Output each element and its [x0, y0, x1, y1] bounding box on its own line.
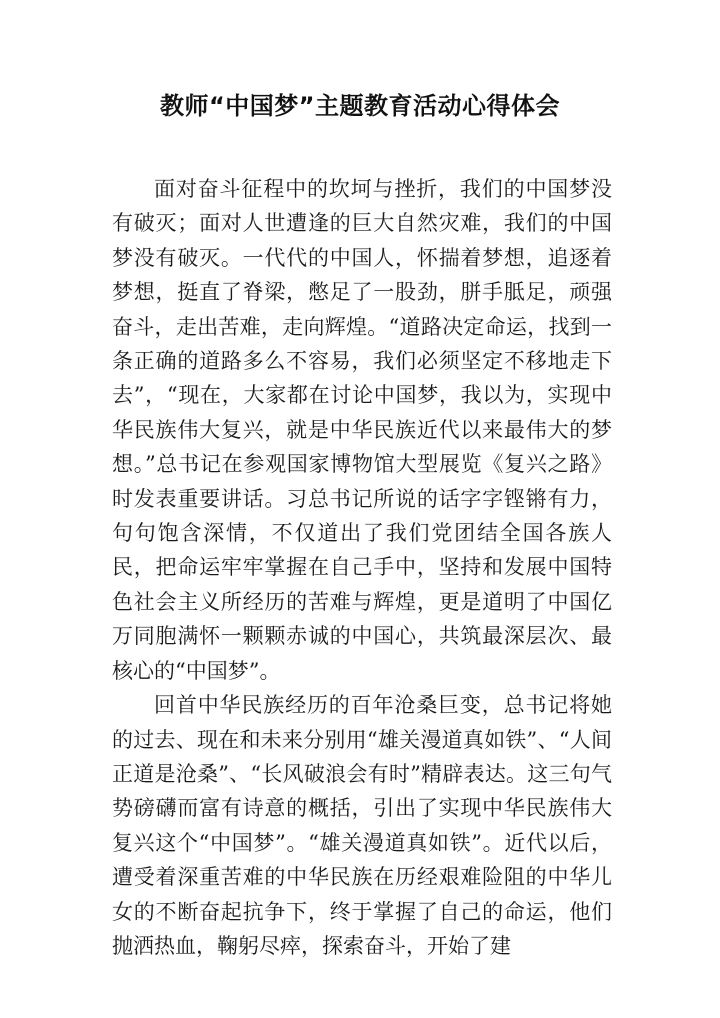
paragraph-2: 回首中华民族经历的百年沧桑巨变，总书记将她的过去、现在和未来分别用“雄关漫道真如铁”、“人间正道是沧桑”、“长风破浪会有时”精辟表达。这三句气势磅礴而富有诗意的概括，引出了实现中华民族伟大复兴这个“中国梦”。“雄关漫道真如铁”。近代以后，遭受着深重苦难的中华民族在历经艰难险阻的中华儿女的不断奋起抗争下，终于掌握了自己的命运，他们抛洒热血，鞠躬尽瘁，探索奋斗，开始了建: [112, 693, 612, 958]
document-title: 教师“中国梦”主题教育活动心得体会: [159, 92, 561, 120]
paragraph-1: 面对奋斗征程中的坎坷与挫折，我们的中国梦没有破灭；面对人世遭逢的巨大自然灾难，我们的中国梦没有破灭。一代代的中国人，怀揣着梦想，追逐着梦想，挺直了脊梁，憋足了一股劲，胼手胝足，顽强奋斗，走出苦难，走向辉煌。“道路决定命运，找到一条正确的道路多么不容易，我们必须坚定不移地走下去”，“现在，大家都在讨论中国梦，我以为，实现中华民族伟大复兴，就是中华民族近代以来最伟大的梦想。”总书记在参观国家博物馆大型展览《复兴之路》时发表重要讲话。习总书记所说的话字字铿锵有力，句句饱含深情，不仅道出了我们党团结全国各族人民，把命运牢牢掌握在自己手中，坚持和发展中国特色社会主义所经历的苦难与辉煌，更是道明了中国亿万同胞满怀一颗颗赤诚的中国心，共筑最深层次、最核心的“中国梦”。: [112, 177, 612, 683]
document-body: [112, 172, 612, 963]
